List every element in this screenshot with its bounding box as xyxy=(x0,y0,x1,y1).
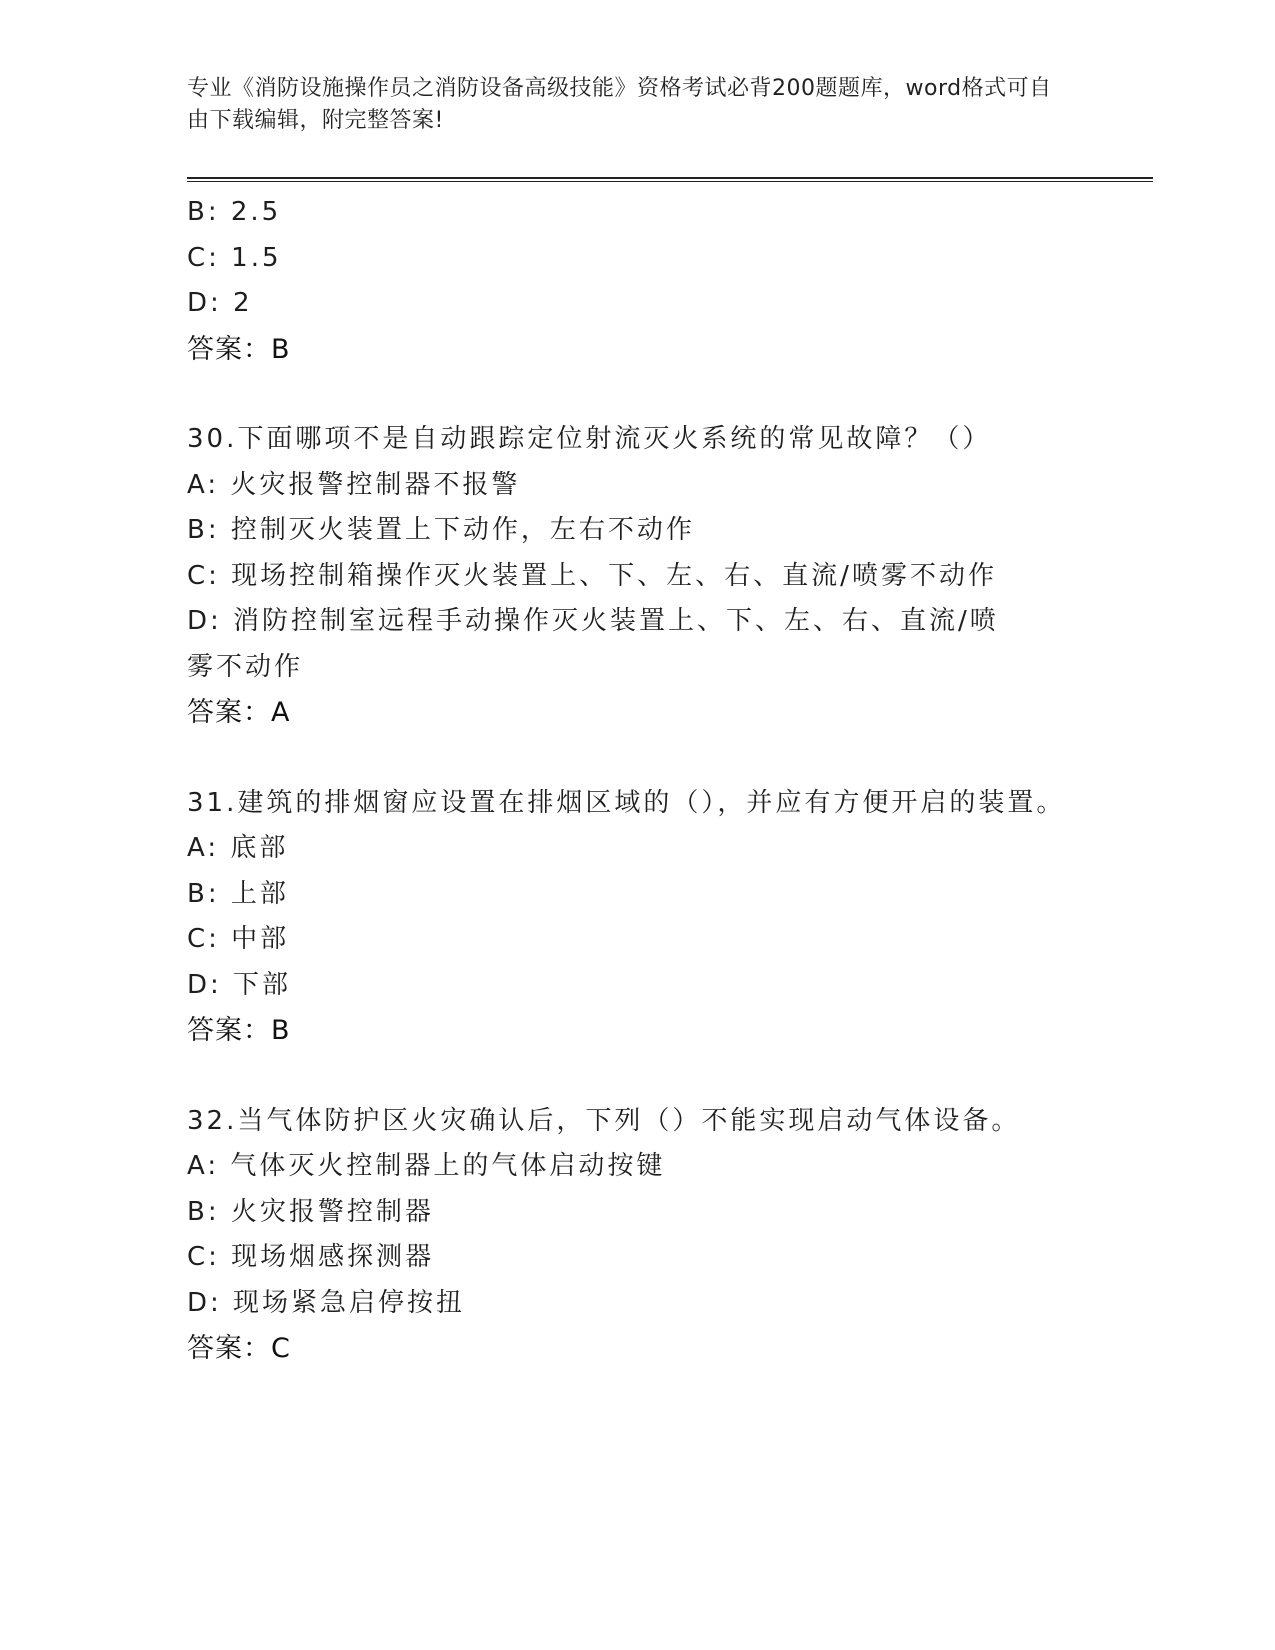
option-a: A: 底部 xyxy=(187,833,289,863)
document-header: 专业《消防设施操作员之消防设备高级技能》资格考试必背200题题库，word格式可自由下载编辑，附完整答案! xyxy=(187,76,1052,133)
option-c: C: 1.5 xyxy=(187,242,282,273)
answer-line: 答案：A xyxy=(187,697,291,728)
answer-line: 答案：B xyxy=(187,333,291,365)
header-divider xyxy=(187,177,1153,182)
spacer xyxy=(187,372,1087,417)
option-d: D: 现场紧急启停按扭 xyxy=(187,1287,466,1318)
question-list xyxy=(187,190,1087,1372)
question-block-32 xyxy=(187,1099,1087,1372)
option-d: D: 下部 xyxy=(187,969,292,1000)
option-b: B: 上部 xyxy=(187,878,289,909)
question-text: 31.建筑的排烟窗应设置在排烟区域的（），并应有方便开启的装置。 xyxy=(187,787,1066,818)
option-d: D: 消防控制室远程手动操作灭火装置上、下、左、右、直流/喷雾不动作 xyxy=(187,606,999,682)
question-block-30 xyxy=(187,417,1087,736)
option-d: D: 2 xyxy=(187,288,253,318)
option-a: A: 气体灭火控制器上的气体启动按键 xyxy=(187,1151,666,1181)
question-text: 30.下面哪项不是自动跟踪定位射流灭火系统的常见故障？（） xyxy=(187,424,992,454)
option-a: A: 火灾报警控制器不报警 xyxy=(187,469,521,500)
question-block-prev xyxy=(187,190,1087,372)
option-b: B: 控制灭火装置上下动作，左右不动作 xyxy=(187,515,695,545)
spacer xyxy=(187,736,1087,781)
option-b: B: 2.5 xyxy=(187,197,282,227)
option-b: B: 火灾报警控制器 xyxy=(187,1196,434,1227)
question-block-31 xyxy=(187,781,1087,1054)
answer-line: 答案：C xyxy=(187,1333,291,1364)
spacer xyxy=(187,1054,1087,1099)
option-c: C: 现场烟感探测器 xyxy=(187,1242,435,1272)
question-text: 32.当气体防护区火灾确认后，下列（）不能实现启动气体设备。 xyxy=(187,1105,1021,1136)
option-c: C: 中部 xyxy=(187,924,290,954)
answer-line: 答案：B xyxy=(187,1015,291,1046)
option-c: C: 现场控制箱操作灭火装置上、下、左、右、直流/喷雾不动作 xyxy=(187,560,997,591)
